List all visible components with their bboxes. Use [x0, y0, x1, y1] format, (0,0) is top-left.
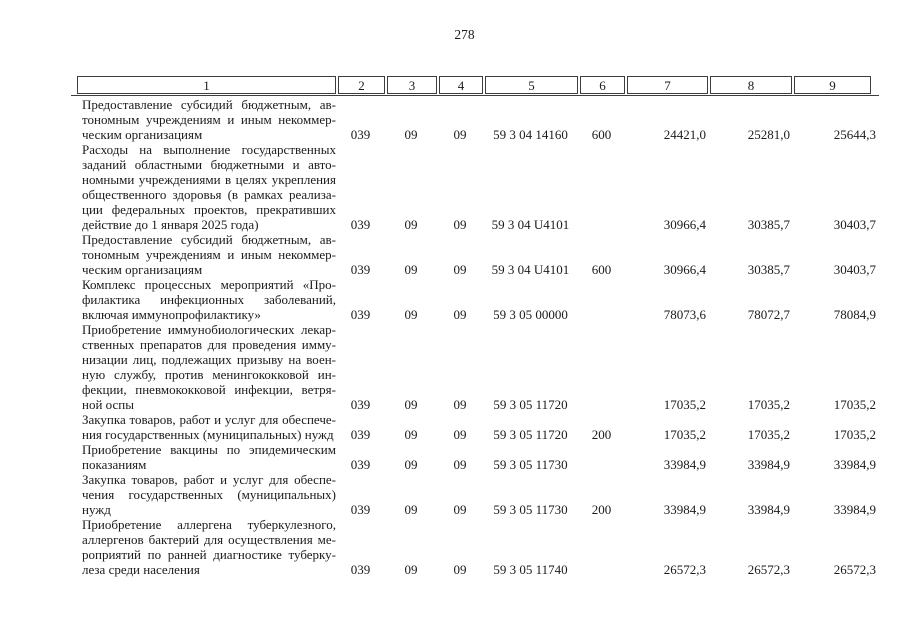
amount-year2-cell: 26572,3 — [747, 562, 790, 577]
expense-type-code-cell: 200 — [591, 427, 612, 442]
amount-year3-cell: 78084,9 — [833, 307, 876, 322]
section-code-cell: 09 — [404, 262, 418, 277]
section-code-cell: 09 — [404, 562, 418, 577]
target-item-code-cell: 59 3 04 U4101 — [491, 217, 570, 232]
section-code-cell: 09 — [404, 457, 418, 472]
budget-table — [71, 76, 879, 577]
description-line: фекции, пневмококковой инфекции, ветря- — [82, 382, 336, 397]
table-row — [71, 322, 879, 412]
table-row — [71, 472, 879, 517]
amount-year3-cell: 33984,9 — [833, 502, 876, 517]
description-line: включая иммунопрофилактику» — [82, 307, 261, 322]
column-header-2: 2 — [338, 76, 385, 94]
description-line: Приобретение иммунобиологических лекар- — [82, 322, 336, 337]
description-line: номными учреждениями в целях укрепления — [82, 172, 336, 187]
section-code-cell: 09 — [404, 127, 418, 142]
grbs-code-cell: 039 — [350, 457, 371, 472]
amount-year1-cell: 30966,4 — [663, 262, 706, 277]
description-line: леза среди населения — [82, 562, 200, 577]
amount-year3-cell: 30403,7 — [833, 217, 876, 232]
grbs-code-cell: 039 — [350, 262, 371, 277]
description-line: ческим организациям — [82, 127, 203, 142]
description-line: низации лиц, подлежащих призыву на воен- — [82, 352, 336, 367]
row-description-cell — [71, 442, 336, 472]
grbs-code-cell: 039 — [350, 427, 371, 442]
grbs-code-cell: 039 — [350, 127, 371, 142]
target-item-code-cell: 59 3 05 11730 — [493, 457, 568, 472]
amount-year3-cell: 26572,3 — [833, 562, 876, 577]
section-code-cell: 09 — [404, 397, 418, 412]
column-header-9: 9 — [794, 76, 871, 94]
table-row — [71, 142, 879, 232]
grbs-code-cell: 039 — [350, 307, 371, 322]
target-item-code-cell: 59 3 05 11720 — [493, 427, 568, 442]
table-row — [71, 97, 879, 142]
row-description-cell — [71, 232, 336, 277]
amount-year1-cell: 24421,0 — [663, 127, 706, 142]
grbs-code-cell: 039 — [350, 502, 371, 517]
amount-year3-cell: 17035,2 — [833, 397, 876, 412]
column-header-1: 1 — [77, 76, 336, 94]
description-line: Предоставление субсидий бюджетным, ав- — [82, 232, 336, 247]
description-line: Приобретение аллергена туберкулезного, — [82, 517, 336, 532]
description-line: заданий областными бюджетными и авто- — [82, 157, 336, 172]
amount-year1-cell: 33984,9 — [663, 502, 706, 517]
row-description-cell — [71, 142, 336, 232]
description-line: Закупка товаров, работ и услуг для обеспече- — [82, 412, 336, 427]
table-row — [71, 442, 879, 472]
amount-year1-cell: 30966,4 — [663, 217, 706, 232]
description-line: тономным учреждениям и иным некоммер- — [82, 247, 336, 262]
description-line: ции федеральных проектов, прекративших — [82, 202, 336, 217]
table-header-underline — [71, 95, 879, 96]
amount-year2-cell: 30385,7 — [747, 262, 790, 277]
grbs-code-cell: 039 — [350, 217, 371, 232]
column-header-8: 8 — [710, 76, 792, 94]
description-line: ной оспы — [82, 397, 134, 412]
table-row — [71, 517, 879, 577]
amount-year2-cell: 30385,7 — [747, 217, 790, 232]
row-description-cell — [71, 322, 336, 412]
expense-type-code-cell: 200 — [591, 502, 612, 517]
amount-year1-cell: 17035,2 — [663, 427, 706, 442]
table-row — [71, 277, 879, 322]
target-item-code-cell: 59 3 04 14160 — [493, 127, 568, 142]
target-item-code-cell: 59 3 05 00000 — [493, 307, 568, 322]
subsection-code-cell: 09 — [453, 457, 467, 472]
expense-type-code-cell: 600 — [591, 127, 612, 142]
amount-year3-cell: 33984,9 — [833, 457, 876, 472]
description-line: чения государственных (муниципальных) — [82, 487, 336, 502]
table-row — [71, 412, 879, 442]
subsection-code-cell: 09 — [453, 262, 467, 277]
target-item-code-cell: 59 3 05 11730 — [493, 502, 568, 517]
description-line: показаниям — [82, 457, 147, 472]
table-row — [71, 232, 879, 277]
column-header-7: 7 — [627, 76, 708, 94]
description-line: Приобретение вакцины по эпидемическим — [82, 442, 336, 457]
subsection-code-cell: 09 — [453, 562, 467, 577]
amount-year1-cell: 78073,6 — [663, 307, 706, 322]
amount-year2-cell: 78072,7 — [747, 307, 790, 322]
expense-type-code-cell: 600 — [591, 262, 612, 277]
row-description-cell — [71, 517, 336, 577]
column-header-4: 4 — [439, 76, 483, 94]
row-description-cell — [71, 412, 336, 442]
amount-year2-cell: 33984,9 — [747, 502, 790, 517]
description-line: ную службу, против менингококковой ин- — [82, 367, 336, 382]
section-code-cell: 09 — [404, 502, 418, 517]
description-line: Расходы на выполнение государственных — [82, 142, 336, 157]
amount-year3-cell: 30403,7 — [833, 262, 876, 277]
column-header-6: 6 — [580, 76, 625, 94]
amount-year2-cell: 33984,9 — [747, 457, 790, 472]
description-line: Комплекс процессных мероприятий «Про- — [82, 277, 336, 292]
description-line: действие до 1 января 2025 года) — [82, 217, 259, 232]
row-description-cell — [71, 472, 336, 517]
amount-year2-cell: 17035,2 — [747, 427, 790, 442]
subsection-code-cell: 09 — [453, 217, 467, 232]
subsection-code-cell: 09 — [453, 127, 467, 142]
column-header-3: 3 — [387, 76, 437, 94]
description-line: Предоставление субсидий бюджетным, ав- — [82, 97, 336, 112]
description-line: нужд — [82, 502, 111, 517]
subsection-code-cell: 09 — [453, 307, 467, 322]
amount-year1-cell: 26572,3 — [663, 562, 706, 577]
description-line: аллергенов бактерий для осуществления ме- — [82, 532, 336, 547]
target-item-code-cell: 59 3 05 11720 — [493, 397, 568, 412]
grbs-code-cell: 039 — [350, 397, 371, 412]
target-item-code-cell: 59 3 04 U4101 — [491, 262, 570, 277]
subsection-code-cell: 09 — [453, 427, 467, 442]
section-code-cell: 09 — [404, 307, 418, 322]
description-line: тономным учреждениям и иным некоммер- — [82, 112, 336, 127]
description-line: роприятий по ранней диагностике туберку- — [82, 547, 336, 562]
table-body — [71, 97, 879, 577]
amount-year2-cell: 17035,2 — [747, 397, 790, 412]
description-line: Закупка товаров, работ и услуг для обеспе- — [82, 472, 336, 487]
amount-year1-cell: 17035,2 — [663, 397, 706, 412]
subsection-code-cell: 09 — [453, 502, 467, 517]
description-line: филактика инфекционных заболеваний, — [82, 292, 336, 307]
target-item-code-cell: 59 3 05 11740 — [493, 562, 568, 577]
table-header-row — [77, 76, 871, 94]
column-header-5: 5 — [485, 76, 578, 94]
amount-year3-cell: 25644,3 — [833, 127, 876, 142]
amount-year1-cell: 33984,9 — [663, 457, 706, 472]
grbs-code-cell: 039 — [350, 562, 371, 577]
row-description-cell — [71, 277, 336, 322]
amount-year2-cell: 25281,0 — [747, 127, 790, 142]
row-description-cell — [71, 97, 336, 142]
page-number: 278 — [454, 27, 475, 42]
subsection-code-cell: 09 — [453, 397, 467, 412]
amount-year3-cell: 17035,2 — [833, 427, 876, 442]
section-code-cell: 09 — [404, 427, 418, 442]
description-line: ния государственных (муниципальных) нужд — [82, 427, 334, 442]
description-line: общественного здоровья (в рамках реализа- — [82, 187, 336, 202]
section-code-cell: 09 — [404, 217, 418, 232]
description-line: ческим организациям — [82, 262, 203, 277]
description-line: ственных препаратов для проведения имму- — [82, 337, 336, 352]
